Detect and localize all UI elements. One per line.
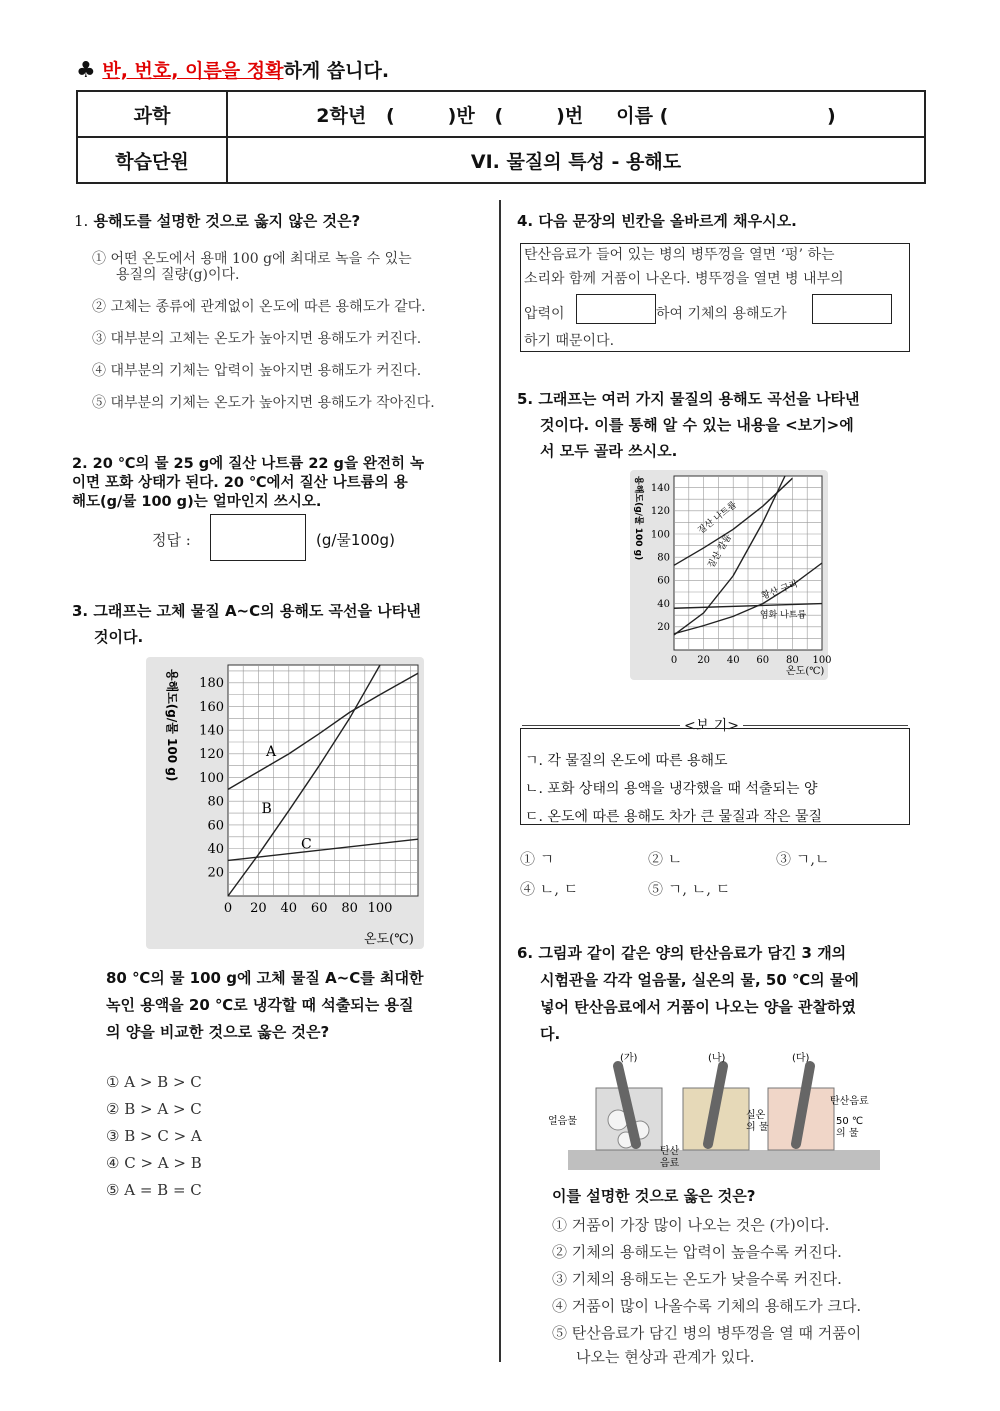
q1-number: 1.: [74, 212, 89, 230]
series-label-C: C: [300, 836, 312, 853]
test-tube-figure: [548, 1048, 888, 1174]
y-tick-label: 120: [199, 747, 224, 763]
label-soda: 탄산음료: [830, 1096, 869, 1107]
y-tick-label: 60: [657, 575, 670, 587]
q5-line-1: 5. 그래프는 여러 가지 물질의 용해도 곡선을 나타낸: [517, 390, 860, 408]
label-room-2: 의 물: [746, 1122, 769, 1133]
q3-option-2[interactable]: ② B > A > C: [106, 1100, 202, 1118]
q3-sub-line-1: 80 ℃의 물 100 g에 고체 물질 A~C를 최대한: [106, 969, 424, 987]
x-tick-label: 20: [697, 655, 710, 666]
q4-end: 하기 때문이다.: [524, 333, 615, 349]
x-tick-label: 40: [280, 901, 298, 916]
unit-cell: VI. 물질의 특성 - 용해도: [227, 137, 925, 183]
q1-option-2[interactable]: ② 고체는 종류에 관계없이 온도에 따른 용해도가 같다.: [92, 299, 426, 315]
series-label-질산 나트륨: 질산 나트륨: [696, 499, 740, 537]
instruction-highlight: 반, 번호, 이름을 정확: [102, 60, 284, 82]
bogi-item-3: ㄷ. 온도에 따른 용해도 차가 큰 물질과 작은 물질: [525, 809, 823, 825]
chart-solubility-ylabel: 용해도(g/물 100 g): [633, 476, 643, 561]
q5-option-1[interactable]: ① ㄱ: [520, 850, 555, 868]
q3-line-1: 3. 그래프는 고체 물질 A~C의 용해도 곡선을 나타낸: [72, 602, 421, 620]
x-tick-label: 40: [726, 655, 740, 666]
x-tick-label: 60: [756, 655, 770, 666]
y-tick-label: 160: [199, 699, 224, 715]
label-da: (다): [792, 1053, 810, 1064]
q3-sub-line-2: 녹인 용액을 20 ℃로 냉각할 때 석출되는 용질: [106, 996, 414, 1014]
q6-option-2[interactable]: ② 기체의 용해도는 압력이 높을수록 커진다.: [552, 1243, 842, 1261]
q4-line-2: 소리와 함께 거품이 나온다. 병뚜껑을 열면 병 내부의: [524, 271, 844, 287]
y-tick-label: 40: [657, 598, 670, 610]
y-tick-label: 180: [199, 676, 224, 692]
q6-line-3: 넣어 탄산음료에서 거품이 나오는 양을 관찰하였: [540, 998, 856, 1016]
x-tick-label: 60: [310, 901, 328, 916]
q6-line-2: 시험관을 각각 얼음물, 실온의 물, 50 ℃의 물에: [540, 971, 859, 989]
y-tick-label: 80: [207, 794, 224, 810]
label-hot-1: 50 ℃: [836, 1116, 864, 1127]
x-tick-label: 100: [812, 655, 832, 666]
q4-blank-2[interactable]: [812, 294, 892, 324]
q5-option-4[interactable]: ④ ㄴ, ㄷ: [520, 880, 579, 898]
label-room-1: 실온: [746, 1110, 766, 1121]
chart-abc-xlabel: 온도(℃): [364, 932, 414, 947]
q6-option-4[interactable]: ④ 거품이 많이 나올수록 기체의 용해도가 크다.: [552, 1297, 862, 1315]
q6-line-1: 6. 그림과 같이 같은 양의 탄산음료가 담긴 3 개의: [517, 944, 847, 962]
q4-title: 4. 다음 문장의 빈칸을 올바르게 채우시오.: [517, 212, 797, 230]
club-icon: ♣: [76, 58, 96, 83]
unit-label-cell: 학습단원: [77, 137, 227, 183]
y-tick-label: 20: [657, 622, 670, 634]
label-na: (나): [708, 1053, 726, 1064]
q1-option-3[interactable]: ③ 대부분의 고체는 온도가 높아지면 용해도가 커진다.: [92, 331, 422, 347]
y-tick-label: 140: [199, 723, 224, 739]
label-ga: (가): [620, 1053, 638, 1064]
label-soda-2: 음료: [660, 1158, 680, 1169]
q5-option-2[interactable]: ② ㄴ: [648, 850, 683, 868]
x-tick-label: 100: [367, 901, 393, 916]
q6-option-3[interactable]: ③ 기체의 용해도는 온도가 낮을수록 커진다.: [552, 1270, 842, 1288]
q1-option-1[interactable]: ① 어떤 온도에서 용매 100 g에 최대로 녹을 수 있는: [92, 251, 412, 267]
q1-option-5[interactable]: ⑤ 대부분의 기체는 온도가 높아지면 용해도가 작아진다.: [92, 395, 435, 411]
chart-abc-ylabel: 용해도(g/물 100 g): [165, 669, 179, 782]
q3-option-5[interactable]: ⑤ A = B = C: [106, 1181, 202, 1199]
chart-solubility-grid: [674, 476, 822, 650]
instruction: [76, 56, 389, 83]
q2-line-1: 2. 20 ℃의 물 25 g에 질산 나트륨 22 g을 완전히 녹: [72, 456, 425, 472]
chart-solubility-xlabel: 온도(℃): [786, 666, 825, 677]
q4-middle: 하여 기체의 용해도가: [656, 306, 787, 322]
q3-option-3[interactable]: ③ B > C > A: [106, 1127, 202, 1145]
q6-option-5[interactable]: ⑤ 탄산음료가 담긴 병의 병뚜껑을 열 때 거품이: [552, 1324, 862, 1342]
series-label-질산 칼륨: 질산 칼륨: [706, 532, 734, 571]
q1-option-4[interactable]: ④ 대부분의 기체는 압력이 높아지면 용해도가 커진다.: [92, 363, 422, 379]
y-tick-label: 140: [650, 482, 670, 494]
column-divider: [499, 200, 501, 1362]
plot-area: [228, 665, 418, 896]
q3-line-2: 것이다.: [94, 628, 144, 646]
q5-option-5[interactable]: ⑤ ㄱ, ㄴ, ㄷ: [648, 880, 731, 898]
header-table: [76, 90, 926, 184]
q1-title: [74, 208, 360, 234]
q2-line-2: 이면 포화 상태가 된다. 20 ℃에서 질산 나트륨의 용: [72, 475, 408, 491]
x-tick-label: 20: [250, 901, 267, 916]
q4-blank-1[interactable]: [576, 294, 656, 324]
q2-answer-label: 정답 :: [152, 531, 191, 549]
chart-abc: [146, 657, 424, 949]
q2-answer-box[interactable]: [210, 514, 306, 561]
y-tick-label: 40: [207, 841, 224, 857]
x-tick-label: 0: [223, 901, 233, 916]
y-tick-label: 80: [657, 552, 670, 564]
q5-line-3: 서 모두 골라 쓰시오.: [540, 442, 678, 460]
series-label-염화 나트륨: 염화 나트륨: [759, 610, 807, 621]
series-label-황산 구리: 황산 구리: [760, 579, 800, 602]
q6-line-4: 다.: [540, 1025, 561, 1043]
label-ice-water: 얼음물: [548, 1116, 577, 1127]
series-label-A: A: [266, 744, 277, 761]
q5-line-2: 것이다. 이를 통해 알 수 있는 내용을 <보기>에: [540, 416, 854, 434]
q4-pressure: 압력이: [524, 306, 565, 322]
label-soda-1: 탄산: [660, 1146, 680, 1157]
q6-option-5-cont: 나오는 현상과 관계가 있다.: [576, 1348, 755, 1366]
x-tick-label: 0: [670, 655, 678, 666]
x-tick-label: 80: [341, 901, 358, 916]
instruction-rest: 하게 씁니다.: [283, 60, 390, 82]
y-tick-label: 100: [650, 529, 670, 541]
student-info-cell[interactable]: 2학년 ( )반 ( )번 이름 ( ): [227, 91, 925, 137]
series-label-B: B: [261, 801, 272, 818]
figure-table: [568, 1150, 880, 1170]
bogi-title: <보 기>: [680, 715, 743, 735]
subject-cell: 과학: [77, 91, 227, 137]
bogi-item-1: ㄱ. 각 물질의 온도에 따른 용해도: [525, 753, 728, 769]
q3-option-4[interactable]: ④ C > A > B: [106, 1154, 202, 1172]
chart-abc-grid: [228, 665, 418, 896]
q3-option-1[interactable]: ① A > B > C: [106, 1073, 202, 1091]
label-hot-2: 의 물: [836, 1128, 859, 1139]
x-tick-label: 80: [786, 655, 799, 666]
q3-sub-line-3: 의 양을 비교한 것으로 옳은 것은?: [106, 1023, 330, 1041]
q4-line-1: 탄산음료가 들어 있는 병의 병뚜껑을 열면 ‘펑’ 하는: [524, 247, 835, 263]
q5-option-3[interactable]: ③ ㄱ,ㄴ: [776, 850, 830, 868]
q1-option-1-cont: 용질의 질량(g)이다.: [116, 267, 240, 283]
q2-unit: (g/물100g): [316, 531, 395, 549]
chart-solubility: [630, 470, 832, 680]
q6-question: 이를 설명한 것으로 옳은 것은?: [552, 1187, 756, 1205]
bogi-item-2: ㄴ. 포화 상태의 용액을 냉각했을 때 석출되는 양: [525, 781, 818, 797]
y-tick-label: 20: [207, 865, 224, 881]
q1-text: 용해도를 설명한 것으로 옳지 않은 것은?: [93, 212, 361, 230]
q2-line-3: 해도(g/물 100 g)는 얼마인지 쓰시오.: [72, 494, 322, 510]
q6-option-1[interactable]: ① 거품이 가장 많이 나오는 것은 (가)이다.: [552, 1216, 830, 1234]
y-tick-label: 60: [207, 818, 224, 834]
y-tick-label: 120: [650, 506, 670, 518]
y-tick-label: 100: [199, 770, 224, 786]
